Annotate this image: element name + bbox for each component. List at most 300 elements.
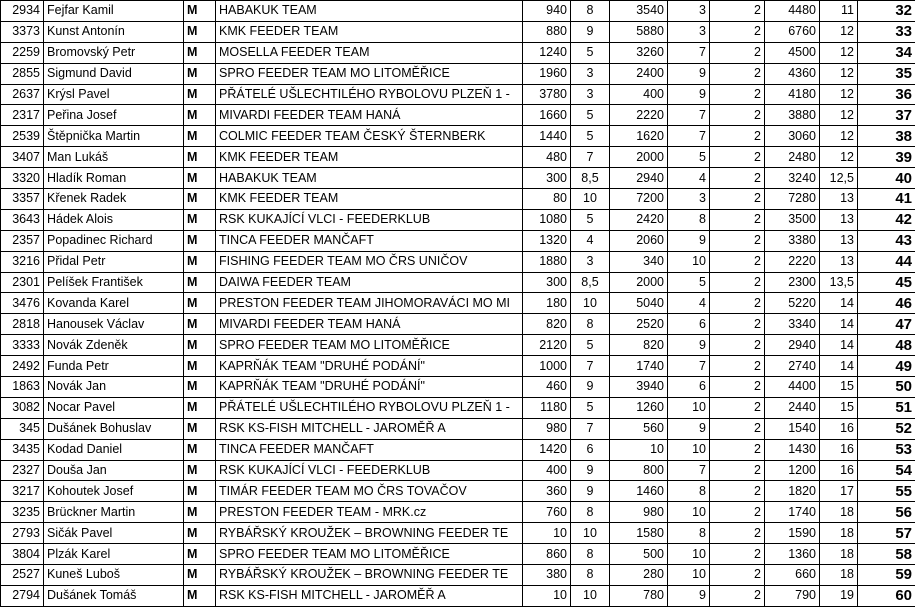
weight-round-1-cell: 480 xyxy=(523,147,571,168)
placement-cell: 47 xyxy=(858,314,915,335)
points-round-1-cell: 9 xyxy=(571,481,610,502)
total-points-cell: 18 xyxy=(820,544,858,565)
placement-cell: 54 xyxy=(858,460,915,481)
total-points-cell: 14 xyxy=(820,314,858,335)
points-round-2-cell: 10 xyxy=(668,251,710,272)
table-row xyxy=(1,21,915,42)
total-points-cell: 12 xyxy=(820,126,858,147)
competitor-id-cell: 3082 xyxy=(1,397,44,418)
points-round-1-cell: 6 xyxy=(571,439,610,460)
competitor-id-cell: 3373 xyxy=(1,21,44,42)
points-round-2-cell: 5 xyxy=(668,147,710,168)
category-cell: M xyxy=(184,63,216,84)
competitor-name-cell: Nocar Pavel xyxy=(44,397,184,418)
table-row xyxy=(1,1,915,22)
table-row xyxy=(1,230,915,251)
competitor-id-cell: 3320 xyxy=(1,168,44,189)
rounds-cell: 2 xyxy=(710,544,765,565)
competitor-name-cell: Novák Zdeněk xyxy=(44,335,184,356)
total-weight-cell: 1430 xyxy=(765,439,820,460)
points-round-2-cell: 8 xyxy=(668,209,710,230)
competitor-name-cell: Kovanda Karel xyxy=(44,293,184,314)
weight-round-1-cell: 1660 xyxy=(523,105,571,126)
total-weight-cell: 2220 xyxy=(765,251,820,272)
table-row xyxy=(1,126,915,147)
points-round-1-cell: 5 xyxy=(571,209,610,230)
total-points-cell: 12 xyxy=(820,105,858,126)
total-points-cell: 13 xyxy=(820,189,858,210)
team-name-cell: RSK KUKAJÍCÍ VLCI - FEEDERKLUB xyxy=(216,460,523,481)
points-round-1-cell: 9 xyxy=(571,21,610,42)
points-round-1-cell: 10 xyxy=(571,585,610,606)
category-cell: M xyxy=(184,168,216,189)
placement-cell: 56 xyxy=(858,502,915,523)
competitor-id-cell: 3476 xyxy=(1,293,44,314)
weight-round-1-cell: 10 xyxy=(523,523,571,544)
competitor-name-cell: Hladík Roman xyxy=(44,168,184,189)
competitor-name-cell: Hádek Alois xyxy=(44,209,184,230)
points-round-2-cell: 5 xyxy=(668,272,710,293)
rounds-cell: 2 xyxy=(710,21,765,42)
rounds-cell: 2 xyxy=(710,1,765,22)
points-round-1-cell: 8,5 xyxy=(571,272,610,293)
rounds-cell: 2 xyxy=(710,63,765,84)
table-row xyxy=(1,147,915,168)
competitor-id-cell: 1863 xyxy=(1,377,44,398)
table-row xyxy=(1,251,915,272)
weight-round-1-cell: 1000 xyxy=(523,356,571,377)
points-round-2-cell: 7 xyxy=(668,42,710,63)
weight-round-2-cell: 1460 xyxy=(610,481,668,502)
table-row xyxy=(1,314,915,335)
competitor-name-cell: Štěpnička Martin xyxy=(44,126,184,147)
placement-cell: 51 xyxy=(858,397,915,418)
total-weight-cell: 1820 xyxy=(765,481,820,502)
weight-round-2-cell: 500 xyxy=(610,544,668,565)
competitor-id-cell: 2327 xyxy=(1,460,44,481)
competitor-id-cell: 3435 xyxy=(1,439,44,460)
competitor-name-cell: Kunst Antonín xyxy=(44,21,184,42)
points-round-2-cell: 10 xyxy=(668,502,710,523)
rounds-cell: 2 xyxy=(710,439,765,460)
points-round-2-cell: 4 xyxy=(668,293,710,314)
weight-round-1-cell: 1960 xyxy=(523,63,571,84)
placement-cell: 40 xyxy=(858,168,915,189)
competitor-name-cell: Plzák Karel xyxy=(44,544,184,565)
competitor-id-cell: 3333 xyxy=(1,335,44,356)
points-round-2-cell: 8 xyxy=(668,481,710,502)
competitor-name-cell: Pelíšek František xyxy=(44,272,184,293)
total-weight-cell: 2300 xyxy=(765,272,820,293)
weight-round-2-cell: 2420 xyxy=(610,209,668,230)
competitor-id-cell: 2794 xyxy=(1,585,44,606)
category-cell: M xyxy=(184,272,216,293)
category-cell: M xyxy=(184,356,216,377)
total-points-cell: 16 xyxy=(820,418,858,439)
competitor-id-cell: 3217 xyxy=(1,481,44,502)
points-round-1-cell: 5 xyxy=(571,42,610,63)
competitor-id-cell: 2637 xyxy=(1,84,44,105)
category-cell: M xyxy=(184,209,216,230)
competitor-id-cell: 3407 xyxy=(1,147,44,168)
weight-round-2-cell: 1580 xyxy=(610,523,668,544)
placement-cell: 57 xyxy=(858,523,915,544)
category-cell: M xyxy=(184,293,216,314)
competitor-id-cell: 2259 xyxy=(1,42,44,63)
rounds-cell: 2 xyxy=(710,209,765,230)
competitor-id-cell: 3357 xyxy=(1,189,44,210)
weight-round-1-cell: 1420 xyxy=(523,439,571,460)
weight-round-2-cell: 2520 xyxy=(610,314,668,335)
category-cell: M xyxy=(184,126,216,147)
placement-cell: 45 xyxy=(858,272,915,293)
points-round-1-cell: 10 xyxy=(571,189,610,210)
total-weight-cell: 6760 xyxy=(765,21,820,42)
placement-cell: 35 xyxy=(858,63,915,84)
weight-round-2-cell: 280 xyxy=(610,565,668,586)
competitor-name-cell: Dušánek Tomáš xyxy=(44,585,184,606)
points-round-2-cell: 9 xyxy=(668,84,710,105)
competitor-id-cell: 3216 xyxy=(1,251,44,272)
total-points-cell: 13 xyxy=(820,230,858,251)
weight-round-2-cell: 10 xyxy=(610,439,668,460)
rounds-cell: 2 xyxy=(710,293,765,314)
weight-round-1-cell: 1240 xyxy=(523,42,571,63)
weight-round-2-cell: 1620 xyxy=(610,126,668,147)
table-row xyxy=(1,105,915,126)
team-name-cell: SPRO FEEDER TEAM MO LITOMĚŘICE xyxy=(216,544,523,565)
weight-round-1-cell: 3780 xyxy=(523,84,571,105)
placement-cell: 50 xyxy=(858,377,915,398)
total-weight-cell: 1740 xyxy=(765,502,820,523)
weight-round-2-cell: 2400 xyxy=(610,63,668,84)
rounds-cell: 2 xyxy=(710,502,765,523)
points-round-1-cell: 10 xyxy=(571,523,610,544)
weight-round-2-cell: 800 xyxy=(610,460,668,481)
rounds-cell: 2 xyxy=(710,397,765,418)
placement-cell: 44 xyxy=(858,251,915,272)
weight-round-1-cell: 1440 xyxy=(523,126,571,147)
weight-round-2-cell: 5880 xyxy=(610,21,668,42)
category-cell: M xyxy=(184,42,216,63)
table-row xyxy=(1,460,915,481)
rounds-cell: 2 xyxy=(710,251,765,272)
placement-cell: 43 xyxy=(858,230,915,251)
total-points-cell: 12,5 xyxy=(820,168,858,189)
category-cell: M xyxy=(184,418,216,439)
total-points-cell: 12 xyxy=(820,63,858,84)
weight-round-1-cell: 2120 xyxy=(523,335,571,356)
category-cell: M xyxy=(184,105,216,126)
points-round-2-cell: 6 xyxy=(668,377,710,398)
total-weight-cell: 4500 xyxy=(765,42,820,63)
rounds-cell: 2 xyxy=(710,335,765,356)
total-points-cell: 17 xyxy=(820,481,858,502)
points-round-2-cell: 4 xyxy=(668,168,710,189)
points-round-2-cell: 10 xyxy=(668,397,710,418)
weight-round-1-cell: 80 xyxy=(523,189,571,210)
competitor-name-cell: Kuneš Luboš xyxy=(44,565,184,586)
placement-cell: 53 xyxy=(858,439,915,460)
team-name-cell: RSK KUKAJÍCÍ VLCI - FEEDERKLUB xyxy=(216,209,523,230)
team-name-cell: MIVARDI FEEDER TEAM HANÁ xyxy=(216,105,523,126)
total-weight-cell: 3060 xyxy=(765,126,820,147)
table-row xyxy=(1,209,915,230)
total-points-cell: 18 xyxy=(820,565,858,586)
category-cell: M xyxy=(184,439,216,460)
table-row xyxy=(1,418,915,439)
placement-cell: 58 xyxy=(858,544,915,565)
weight-round-1-cell: 300 xyxy=(523,272,571,293)
competitor-name-cell: Fejfar Kamil xyxy=(44,1,184,22)
total-points-cell: 15 xyxy=(820,377,858,398)
category-cell: M xyxy=(184,21,216,42)
competitor-id-cell: 2357 xyxy=(1,230,44,251)
weight-round-1-cell: 1880 xyxy=(523,251,571,272)
team-name-cell: DAIWA FEEDER TEAM xyxy=(216,272,523,293)
points-round-1-cell: 9 xyxy=(571,460,610,481)
weight-round-1-cell: 180 xyxy=(523,293,571,314)
competitor-name-cell: Kodad Daniel xyxy=(44,439,184,460)
weight-round-1-cell: 1080 xyxy=(523,209,571,230)
points-round-1-cell: 8 xyxy=(571,314,610,335)
total-weight-cell: 2480 xyxy=(765,147,820,168)
total-points-cell: 12 xyxy=(820,42,858,63)
total-points-cell: 11 xyxy=(820,1,858,22)
team-name-cell: PŘÁTELÉ UŠLECHTILÉHO RYBOLOVU PLZEŇ 1 - xyxy=(216,397,523,418)
competitor-id-cell: 2301 xyxy=(1,272,44,293)
team-name-cell: KMK FEEDER TEAM xyxy=(216,189,523,210)
weight-round-1-cell: 360 xyxy=(523,481,571,502)
table-row xyxy=(1,189,915,210)
weight-round-2-cell: 400 xyxy=(610,84,668,105)
competitor-name-cell: Sičák Pavel xyxy=(44,523,184,544)
team-name-cell: RSK KS-FISH MITCHELL - JAROMĚŘ A xyxy=(216,418,523,439)
total-weight-cell: 4180 xyxy=(765,84,820,105)
table-row xyxy=(1,565,915,586)
table-row xyxy=(1,502,915,523)
weight-round-1-cell: 300 xyxy=(523,168,571,189)
weight-round-2-cell: 820 xyxy=(610,335,668,356)
weight-round-2-cell: 5040 xyxy=(610,293,668,314)
competitor-name-cell: Peřina Josef xyxy=(44,105,184,126)
rounds-cell: 2 xyxy=(710,523,765,544)
competitor-name-cell: Hanousek Václav xyxy=(44,314,184,335)
weight-round-1-cell: 1320 xyxy=(523,230,571,251)
competitor-name-cell: Man Lukáš xyxy=(44,147,184,168)
competitor-id-cell: 3804 xyxy=(1,544,44,565)
team-name-cell: KMK FEEDER TEAM xyxy=(216,21,523,42)
category-cell: M xyxy=(184,481,216,502)
points-round-2-cell: 7 xyxy=(668,126,710,147)
points-round-2-cell: 9 xyxy=(668,335,710,356)
competitor-id-cell: 2855 xyxy=(1,63,44,84)
weight-round-2-cell: 1740 xyxy=(610,356,668,377)
total-weight-cell: 4480 xyxy=(765,1,820,22)
total-points-cell: 14 xyxy=(820,356,858,377)
total-points-cell: 18 xyxy=(820,523,858,544)
points-round-2-cell: 3 xyxy=(668,21,710,42)
points-round-2-cell: 7 xyxy=(668,356,710,377)
total-weight-cell: 7280 xyxy=(765,189,820,210)
total-weight-cell: 2740 xyxy=(765,356,820,377)
table-row xyxy=(1,377,915,398)
placement-cell: 49 xyxy=(858,356,915,377)
rounds-cell: 2 xyxy=(710,84,765,105)
team-name-cell: MIVARDI FEEDER TEAM HANÁ xyxy=(216,314,523,335)
rounds-cell: 2 xyxy=(710,189,765,210)
placement-cell: 33 xyxy=(858,21,915,42)
competitor-id-cell: 2317 xyxy=(1,105,44,126)
total-weight-cell: 3500 xyxy=(765,209,820,230)
weight-round-2-cell: 7200 xyxy=(610,189,668,210)
points-round-2-cell: 8 xyxy=(668,523,710,544)
category-cell: M xyxy=(184,251,216,272)
placement-cell: 34 xyxy=(858,42,915,63)
total-weight-cell: 3880 xyxy=(765,105,820,126)
rounds-cell: 2 xyxy=(710,356,765,377)
team-name-cell: KAPRŇÁK TEAM "DRUHÉ PODÁNÍ" xyxy=(216,356,523,377)
total-points-cell: 14 xyxy=(820,335,858,356)
points-round-2-cell: 9 xyxy=(668,230,710,251)
points-round-1-cell: 10 xyxy=(571,293,610,314)
table-row xyxy=(1,42,915,63)
competitor-id-cell: 2818 xyxy=(1,314,44,335)
results-body xyxy=(1,1,915,607)
weight-round-1-cell: 400 xyxy=(523,460,571,481)
team-name-cell: RYBÁŘSKÝ KROUŽEK – BROWNING FEEDER TE xyxy=(216,523,523,544)
rounds-cell: 2 xyxy=(710,272,765,293)
total-points-cell: 13 xyxy=(820,251,858,272)
placement-cell: 55 xyxy=(858,481,915,502)
table-row xyxy=(1,63,915,84)
category-cell: M xyxy=(184,397,216,418)
total-points-cell: 12 xyxy=(820,147,858,168)
team-name-cell: MOSELLA FEEDER TEAM xyxy=(216,42,523,63)
weight-round-2-cell: 3540 xyxy=(610,1,668,22)
total-weight-cell: 660 xyxy=(765,565,820,586)
total-weight-cell: 1360 xyxy=(765,544,820,565)
placement-cell: 52 xyxy=(858,418,915,439)
competitor-id-cell: 2527 xyxy=(1,565,44,586)
weight-round-2-cell: 2220 xyxy=(610,105,668,126)
team-name-cell: SPRO FEEDER TEAM MO LITOMĚŘICE xyxy=(216,63,523,84)
category-cell: M xyxy=(184,502,216,523)
points-round-1-cell: 8 xyxy=(571,502,610,523)
points-round-1-cell: 5 xyxy=(571,397,610,418)
weight-round-1-cell: 880 xyxy=(523,21,571,42)
rounds-cell: 2 xyxy=(710,126,765,147)
total-weight-cell: 1200 xyxy=(765,460,820,481)
total-points-cell: 19 xyxy=(820,585,858,606)
competitor-id-cell: 345 xyxy=(1,418,44,439)
team-name-cell: TINCA FEEDER MANČAFT xyxy=(216,439,523,460)
team-name-cell: HABAKUK TEAM xyxy=(216,1,523,22)
category-cell: M xyxy=(184,585,216,606)
points-round-1-cell: 8 xyxy=(571,544,610,565)
team-name-cell: SPRO FEEDER TEAM MO LITOMĚŘICE xyxy=(216,335,523,356)
total-weight-cell: 2940 xyxy=(765,335,820,356)
team-name-cell: TINCA FEEDER MANČAFT xyxy=(216,230,523,251)
category-cell: M xyxy=(184,189,216,210)
category-cell: M xyxy=(184,523,216,544)
placement-cell: 41 xyxy=(858,189,915,210)
total-points-cell: 16 xyxy=(820,460,858,481)
competitor-name-cell: Funda Petr xyxy=(44,356,184,377)
weight-round-2-cell: 1260 xyxy=(610,397,668,418)
table-row xyxy=(1,397,915,418)
total-weight-cell: 1590 xyxy=(765,523,820,544)
rounds-cell: 2 xyxy=(710,147,765,168)
weight-round-2-cell: 3940 xyxy=(610,377,668,398)
rounds-cell: 2 xyxy=(710,418,765,439)
total-weight-cell: 5220 xyxy=(765,293,820,314)
points-round-1-cell: 8,5 xyxy=(571,168,610,189)
points-round-2-cell: 9 xyxy=(668,63,710,84)
weight-round-1-cell: 1180 xyxy=(523,397,571,418)
category-cell: M xyxy=(184,314,216,335)
category-cell: M xyxy=(184,1,216,22)
competitor-name-cell: Popadinec Richard xyxy=(44,230,184,251)
team-name-cell: COLMIC FEEDER TEAM ČESKÝ ŠTERNBERK xyxy=(216,126,523,147)
points-round-1-cell: 4 xyxy=(571,230,610,251)
category-cell: M xyxy=(184,335,216,356)
total-points-cell: 12 xyxy=(820,21,858,42)
total-points-cell: 15 xyxy=(820,397,858,418)
placement-cell: 42 xyxy=(858,209,915,230)
points-round-2-cell: 9 xyxy=(668,585,710,606)
team-name-cell: KAPRŇÁK TEAM "DRUHÉ PODÁNÍ" xyxy=(216,377,523,398)
weight-round-1-cell: 10 xyxy=(523,585,571,606)
table-row xyxy=(1,168,915,189)
team-name-cell: RSK KS-FISH MITCHELL - JAROMĚŘ A xyxy=(216,585,523,606)
category-cell: M xyxy=(184,377,216,398)
total-points-cell: 14 xyxy=(820,293,858,314)
rounds-cell: 2 xyxy=(710,105,765,126)
category-cell: M xyxy=(184,147,216,168)
points-round-1-cell: 5 xyxy=(571,105,610,126)
weight-round-1-cell: 860 xyxy=(523,544,571,565)
competitor-name-cell: Dušánek Bohuslav xyxy=(44,418,184,439)
total-points-cell: 13,5 xyxy=(820,272,858,293)
competitor-name-cell: Douša Jan xyxy=(44,460,184,481)
weight-round-2-cell: 980 xyxy=(610,502,668,523)
rounds-cell: 2 xyxy=(710,481,765,502)
total-weight-cell: 790 xyxy=(765,585,820,606)
total-weight-cell: 1540 xyxy=(765,418,820,439)
weight-round-1-cell: 380 xyxy=(523,565,571,586)
table-row xyxy=(1,523,915,544)
competitor-name-cell: Sigmund David xyxy=(44,63,184,84)
points-round-2-cell: 10 xyxy=(668,439,710,460)
weight-round-2-cell: 2000 xyxy=(610,272,668,293)
table-row xyxy=(1,293,915,314)
points-round-2-cell: 6 xyxy=(668,314,710,335)
rounds-cell: 2 xyxy=(710,314,765,335)
points-round-1-cell: 7 xyxy=(571,356,610,377)
rounds-cell: 2 xyxy=(710,565,765,586)
table-row xyxy=(1,356,915,377)
weight-round-2-cell: 2060 xyxy=(610,230,668,251)
points-round-2-cell: 7 xyxy=(668,460,710,481)
points-round-2-cell: 7 xyxy=(668,105,710,126)
team-name-cell: RYBÁŘSKÝ KROUŽEK – BROWNING FEEDER TE xyxy=(216,565,523,586)
team-name-cell: KMK FEEDER TEAM xyxy=(216,147,523,168)
competitor-id-cell: 3643 xyxy=(1,209,44,230)
rounds-cell: 2 xyxy=(710,377,765,398)
category-cell: M xyxy=(184,84,216,105)
total-weight-cell: 2440 xyxy=(765,397,820,418)
